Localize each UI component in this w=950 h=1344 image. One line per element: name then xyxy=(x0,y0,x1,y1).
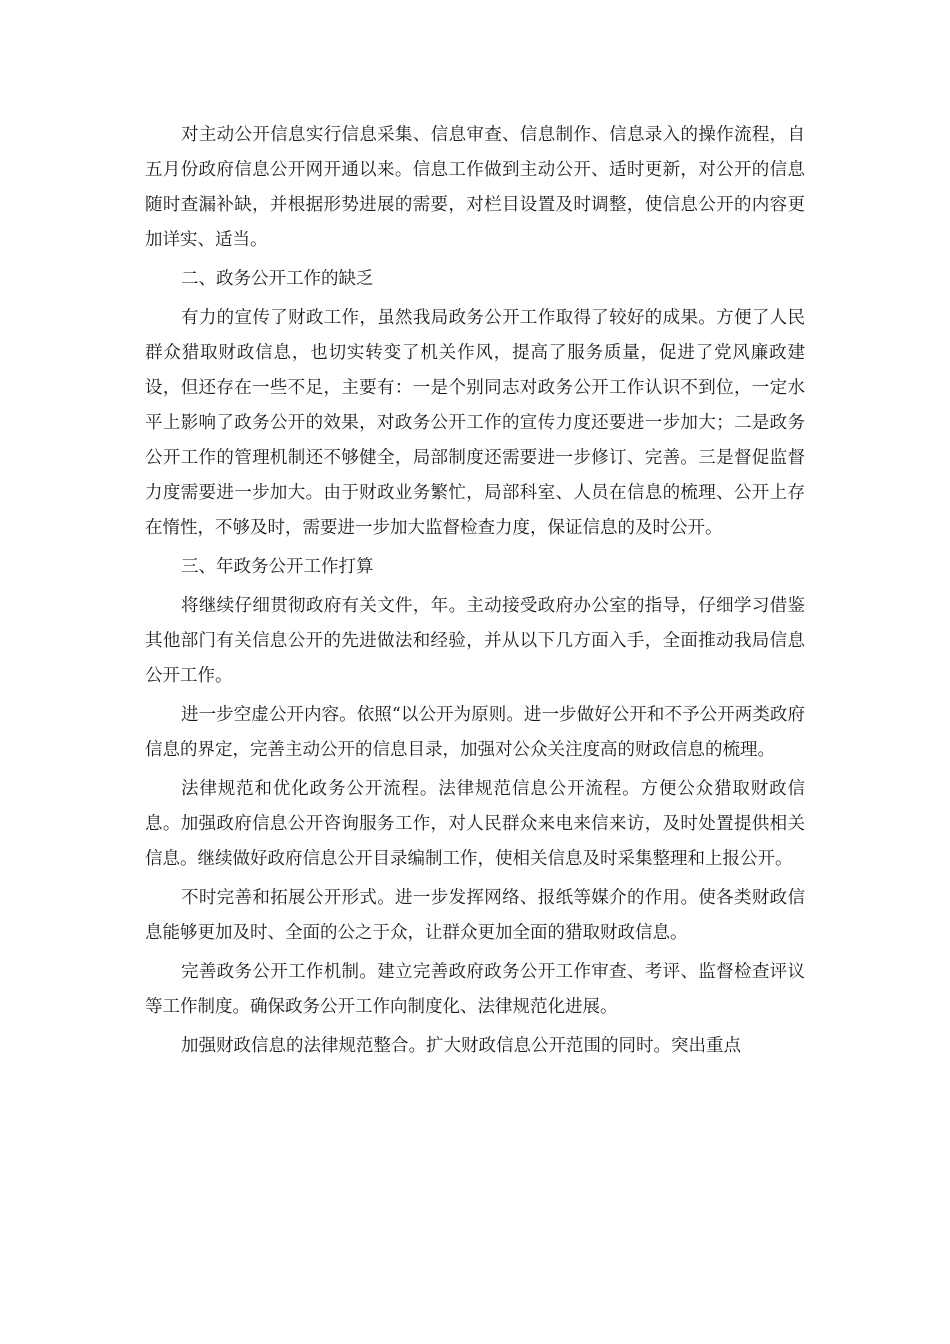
paragraph-shortcomings: 有力的宣传了财政工作，虽然我局政务公开工作取得了较好的成果。方便了人民群众猎取财政信息，也切实转变了机关作风，提高了服务质量，促进了党风廉政建设，但还存在一些不足，主要有：一是个别同志对政务公开工作认识不到位，一定水平上影响了政务公开的效果，对政务公开工作的宣传力度还要进一步加大；二是政务公开工作的管理机制还不够健全，局部制度还需要进一步修订、完善。三是督促监督力度需要进一步加大。由于财政业务繁忙，局部科室、人员在信息的梳理、公开上存在惰性，不够及时，需要进一步加大监督检查力度，保证信息的及时公开。 xyxy=(145,308,805,538)
paragraph-info-process: 对主动公开信息实行信息采集、信息审查、信息制作、信息录入的操作流程，自五月份政府信息公开网开通以来。信息工作做到主动公开、适时更新，对公开的信息随时查漏补缺，并根据形势进展的需要，对栏目设置及时调整，使信息公开的内容更加详实、适当。 xyxy=(145,125,805,250)
section-heading-shortcomings: 二、政务公开工作的缺乏 xyxy=(181,269,374,289)
paragraph-enrich-content: 进一步空虚公开内容。依照“以公开为原则。进一步做好公开和不予公开两类政府信息的界定，完善主动公开的信息目录，加强对公众关注度高的财政信息的梳理。 xyxy=(145,705,805,760)
section-heading-plan: 三、年政务公开工作打算 xyxy=(181,557,374,577)
paragraph-integration: 加强财政信息的法律规范整合。扩大财政信息公开范围的同时。突出重点 xyxy=(181,1036,741,1056)
paragraph-expand-forms: 不时完善和拓展公开形式。进一步发挥网络、报纸等媒介的作用。使各类财政信息能够更加及时、全面的公之于众，让群众更加全面的猎取财政信息。 xyxy=(145,888,805,943)
paragraph-plan-intro: 将继续仔细贯彻政府有关文件，年。主动接受政府办公室的指导，仔细学习借鉴其他部门有关信息公开的先进做法和经验，并从以下几方面入手，全面推动我局信息公开工作。 xyxy=(145,596,805,686)
document-page xyxy=(145,118,805,1068)
paragraph-mechanism: 完善政务公开工作机制。建立完善政府政务公开工作审查、考评、监督检查评议等工作制度。确保政务公开工作向制度化、法律规范化进展。 xyxy=(145,962,805,1017)
paragraph-optimize-process: 法律规范和优化政务公开流程。法律规范信息公开流程。方便公众猎取财政信息。加强政府信息公开咨询服务工作，对人民群众来电来信来访，及时处置提供相关信息。继续做好政府信息公开目录编制工作，使相关信息及时采集整理和上报公开。 xyxy=(145,779,805,869)
